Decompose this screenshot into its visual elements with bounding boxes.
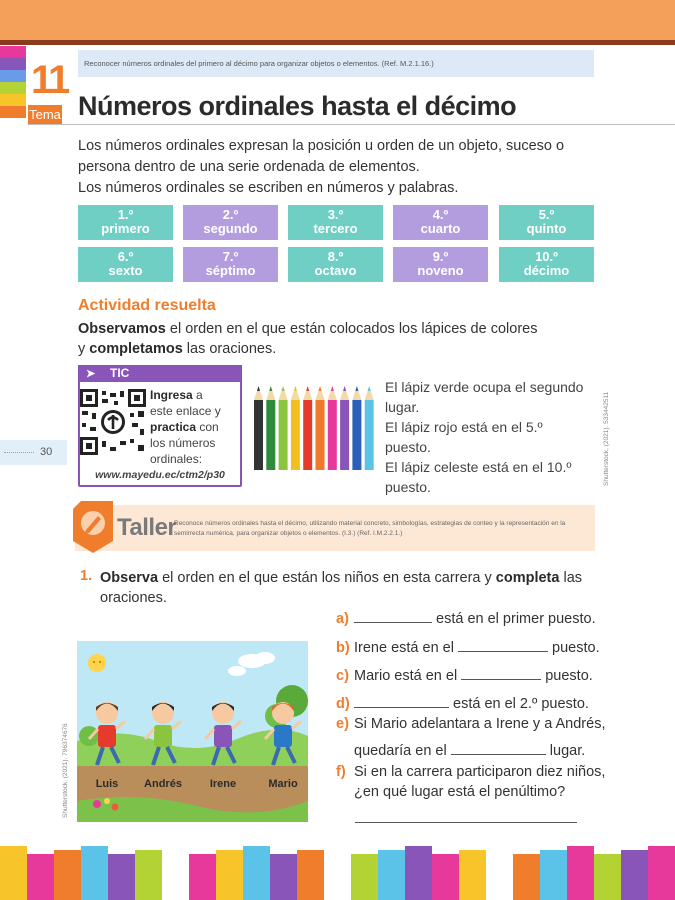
tic-word: los números bbox=[150, 436, 216, 450]
race-illustration bbox=[77, 641, 308, 822]
item-text: puesto. bbox=[548, 640, 600, 656]
item-text: Si Mario adelantara a Irene y a Andrés, bbox=[354, 716, 606, 732]
page-title: Números ordinales hasta el décimo bbox=[78, 91, 517, 121]
pencil-badge-icon bbox=[73, 501, 113, 553]
ordinal-number: 3.º bbox=[327, 207, 344, 222]
answer-blank[interactable] bbox=[354, 609, 432, 623]
item-text: Irene está en el bbox=[354, 640, 458, 656]
color-block bbox=[0, 846, 27, 900]
ordinal-number: 9.º bbox=[432, 249, 449, 264]
tic-word: este enlace y bbox=[150, 404, 221, 418]
question-word: las bbox=[559, 570, 583, 586]
color-block bbox=[270, 854, 297, 900]
item-text: puesto. bbox=[541, 668, 593, 684]
item-letter: f) bbox=[336, 764, 346, 780]
image-credit: Shutterstock, (2021). 796374676 bbox=[62, 723, 69, 818]
tema-label: Tema bbox=[29, 107, 61, 122]
answer-blank[interactable] bbox=[461, 666, 541, 680]
color-block bbox=[189, 854, 216, 900]
runner-name: Irene bbox=[209, 778, 237, 790]
pencil bbox=[303, 386, 312, 470]
runner-name: Luis bbox=[95, 778, 119, 790]
tic-text bbox=[150, 387, 238, 467]
color-block bbox=[459, 850, 486, 900]
answer-blank[interactable] bbox=[354, 694, 449, 708]
question-word: el orden en el que están los niños en esta carrera y bbox=[158, 570, 496, 586]
ordinal-card bbox=[288, 205, 383, 240]
instruction-text: las oraciones. bbox=[182, 341, 277, 357]
ordinal-number: 1.º bbox=[117, 207, 134, 222]
item-text: Mario está en el bbox=[354, 668, 462, 684]
item-letter: b) bbox=[336, 640, 350, 656]
runner-name: Mario bbox=[268, 778, 298, 790]
tic-header bbox=[78, 365, 242, 382]
runner-name: Andrés bbox=[144, 778, 182, 790]
item-letter: a) bbox=[336, 611, 349, 627]
top-banner-line bbox=[0, 40, 675, 45]
tic-word: a bbox=[192, 388, 203, 402]
color-block bbox=[486, 846, 513, 900]
keyword-ingresa: Ingresa bbox=[150, 388, 193, 402]
instruction-text: el orden en el que están colocados los lápices de colores bbox=[165, 321, 538, 337]
color-block bbox=[513, 854, 540, 900]
pencil-sentence-3: El lápiz celeste está en el 10.º puesto. bbox=[385, 459, 572, 495]
qr-code-icon[interactable] bbox=[80, 389, 146, 455]
side-color-strips bbox=[0, 46, 26, 118]
ordinal-card bbox=[393, 247, 488, 282]
ordinal-card bbox=[499, 247, 594, 282]
ordinal-number: 5.º bbox=[538, 207, 555, 222]
intro-paragraph: Los números ordinales expresan la posición u orden de un objeto, suceso o persona dentro de una serie ordenada de elementos. bbox=[78, 138, 565, 175]
question-text bbox=[100, 568, 590, 608]
color-block bbox=[405, 846, 432, 900]
pencil-sentences bbox=[385, 377, 590, 497]
color-block bbox=[243, 846, 270, 900]
pencil bbox=[340, 386, 349, 470]
instruction-text: y bbox=[78, 341, 90, 357]
objective-box: Reconocer números ordinales del primero al décimo para organizar objetos o elementos. (Ref. M.2.1.16.) bbox=[78, 50, 594, 77]
ordinal-word: séptimo bbox=[205, 263, 256, 278]
answer-blank[interactable] bbox=[458, 638, 548, 652]
section-title: Actividad resuelta bbox=[78, 297, 216, 314]
intro-paragraph-2: Los números ordinales se escriben en números y palabras. bbox=[78, 180, 459, 196]
item-f-line2: ¿en qué lugar está el penúltimo? bbox=[354, 784, 566, 800]
question-number: 1. bbox=[80, 568, 93, 584]
ordinal-number: 10.º bbox=[535, 249, 558, 264]
image-credit: Shutterstock, (2021). 533442511 bbox=[603, 391, 610, 486]
resolved-instructions bbox=[78, 319, 598, 359]
ordinal-word: décimo bbox=[523, 263, 570, 278]
tema-number: 11 bbox=[31, 58, 68, 102]
item-e-line2 bbox=[354, 741, 585, 759]
item-text: Si en la carrera participaron diez niños, bbox=[354, 764, 606, 780]
color-block bbox=[648, 846, 675, 900]
pencil bbox=[291, 386, 300, 470]
color-block bbox=[216, 850, 243, 900]
keyword-practica: practica bbox=[150, 420, 197, 434]
color-block bbox=[540, 850, 567, 900]
keyword-observamos: Observamos bbox=[78, 321, 166, 337]
ordinal-word: quinto bbox=[526, 221, 567, 236]
ordinal-card bbox=[393, 205, 488, 240]
item-letter: c) bbox=[336, 668, 349, 684]
item-c bbox=[336, 666, 593, 684]
color-block bbox=[54, 850, 81, 900]
ordinal-number: 2.º bbox=[222, 207, 239, 222]
pencil bbox=[279, 386, 288, 470]
question-word: oraciones. bbox=[100, 590, 167, 606]
color-block bbox=[324, 846, 351, 900]
rocket-icon: ➤ bbox=[86, 368, 96, 380]
ordinal-word: sexto bbox=[108, 263, 143, 278]
taller-text: Reconoce números ordinales hasta el décimo, utilizando material concreto, simbologías, estrategias de conteo y la representación en la semirrecta numérica, para organizar objetos o elementos. (I.3.) (Ref. I.M.2.2.1.) bbox=[174, 520, 566, 537]
item-f bbox=[336, 764, 605, 780]
ordinal-card bbox=[183, 247, 278, 282]
color-block bbox=[108, 854, 135, 900]
tic-link[interactable]: www.mayedu.ec/ctm2/p30 bbox=[95, 469, 225, 481]
ordinal-word: tercero bbox=[313, 221, 358, 236]
pencil bbox=[328, 386, 337, 470]
ordinal-card bbox=[78, 247, 173, 282]
pencil-sentence-2: El lápiz rojo está en el 5.º puesto. bbox=[385, 419, 543, 455]
ordinal-number: 8.º bbox=[327, 249, 344, 264]
colored-pencils-illustration bbox=[250, 386, 380, 470]
item-b bbox=[336, 638, 600, 656]
ordinal-word: octavo bbox=[314, 263, 357, 278]
color-block bbox=[135, 850, 162, 900]
item-text: está en el 2.º puesto. bbox=[449, 696, 589, 712]
ordinal-word: primero bbox=[101, 221, 150, 236]
pencil bbox=[266, 386, 275, 470]
ordinal-card bbox=[499, 205, 594, 240]
color-block bbox=[378, 850, 405, 900]
ordinal-card bbox=[78, 205, 173, 240]
ordinal-number: 7.º bbox=[222, 249, 239, 264]
keyword-observa: Observa bbox=[100, 570, 159, 586]
item-e bbox=[336, 716, 605, 732]
ordinal-word: noveno bbox=[417, 263, 464, 278]
tic-title: TIC bbox=[110, 366, 130, 380]
ordinal-card bbox=[183, 205, 278, 240]
tic-word: con bbox=[196, 420, 219, 434]
color-block bbox=[297, 850, 324, 900]
color-block bbox=[351, 854, 378, 900]
color-block bbox=[567, 846, 594, 900]
pencil bbox=[316, 386, 325, 470]
keyword-completa: completa bbox=[495, 570, 560, 586]
ordinal-word: cuarto bbox=[420, 221, 461, 236]
item-d bbox=[336, 694, 589, 712]
color-block bbox=[162, 846, 189, 900]
color-block bbox=[594, 854, 621, 900]
page-number-dots bbox=[4, 452, 34, 453]
item-text: está en el primer puesto. bbox=[432, 611, 596, 627]
color-block bbox=[432, 854, 459, 900]
taller-label: Taller bbox=[117, 514, 177, 541]
color-block bbox=[81, 846, 108, 900]
color-block bbox=[621, 850, 648, 900]
tic-word: ordinales: bbox=[150, 452, 203, 466]
ordinal-word: segundo bbox=[203, 221, 258, 236]
bottom-color-strip bbox=[0, 846, 675, 900]
page-number: 30 bbox=[40, 446, 53, 458]
color-block bbox=[27, 854, 54, 900]
ordinal-number: 4.º bbox=[432, 207, 449, 222]
item-letter: d) bbox=[336, 696, 350, 712]
ordinal-card bbox=[288, 247, 383, 282]
item-text: quedaría en el bbox=[354, 743, 451, 759]
item-text: lugar. bbox=[545, 743, 586, 759]
title-divider bbox=[28, 124, 675, 125]
item-letter: e) bbox=[336, 716, 349, 732]
answer-line[interactable] bbox=[355, 822, 577, 823]
pencil bbox=[254, 386, 263, 470]
pencil bbox=[352, 386, 361, 470]
pencil bbox=[365, 386, 374, 470]
item-a bbox=[336, 609, 596, 627]
top-banner bbox=[0, 0, 675, 40]
keyword-completamos: completamos bbox=[89, 341, 183, 357]
pencil-sentence-1: El lápiz verde ocupa el segundo lugar. bbox=[385, 379, 584, 415]
answer-blank[interactable] bbox=[451, 741, 546, 755]
ordinal-number: 6.º bbox=[117, 249, 134, 264]
